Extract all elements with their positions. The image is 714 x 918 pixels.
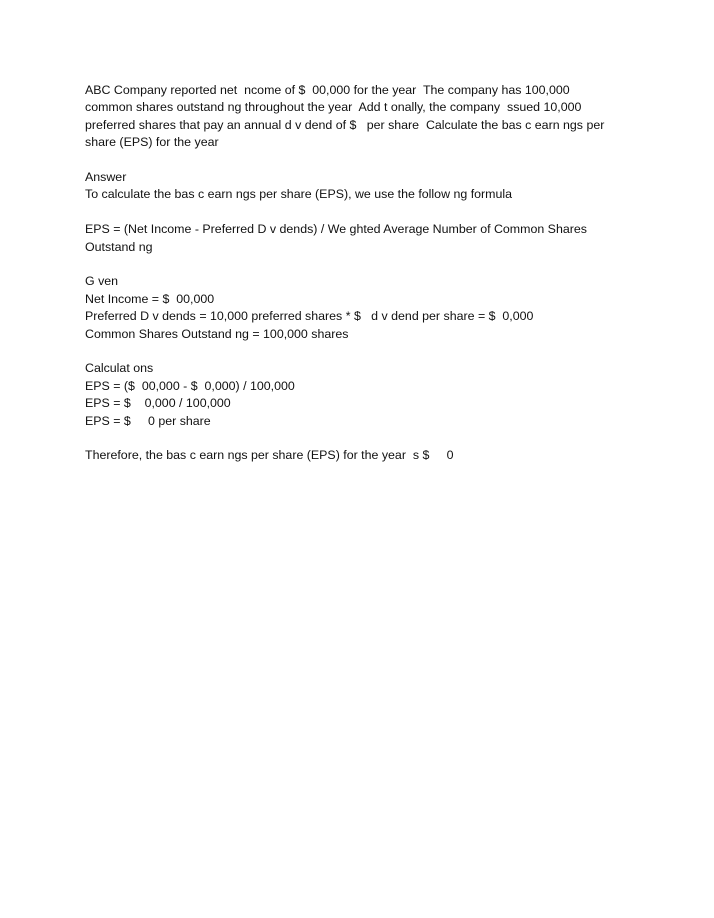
problem-line: ABC Company reported net ncome of $ 00,000 for the year The company has 100,000 <box>85 83 570 97</box>
calculations-heading: Calculat ons <box>85 361 154 376</box>
formula-section <box>85 221 645 256</box>
answer-section <box>85 169 645 204</box>
calculation-line: EPS = ($ 00,000 - $ 0,000) / 100,000 <box>85 378 295 393</box>
answer-heading: Answer <box>85 170 127 185</box>
given-line: Net Income = $ 00,000 <box>85 291 215 306</box>
document-body <box>85 82 645 482</box>
problem-line: preferred shares that pay an annual d v dend of $ per share Calculate the bas c earn ngs per <box>85 117 605 132</box>
given-heading: G ven <box>85 274 119 289</box>
conclusion-section <box>85 447 645 464</box>
given-line: Preferred D v dends = 10,000 preferred shares * $ d v dend per share = $ 0,000 <box>85 309 534 324</box>
problem-line: share (EPS) for the year <box>85 135 219 150</box>
formula-line: Outstand ng <box>85 239 153 254</box>
answer-intro: To calculate the bas c earn ngs per share (EPS), we use the follow ng formula <box>85 187 513 202</box>
calculations-section <box>85 360 645 430</box>
problem-line: common shares outstand ng throughout the year Add t onally, the company ssued 10,000 <box>85 100 582 115</box>
formula-line: EPS = (Net Income - Preferred D v dends) / We ghted Average Number of Common Shares <box>85 222 587 237</box>
conclusion-line: Therefore, the bas c earn ngs per share (EPS) for the year s $ 0 <box>85 448 454 463</box>
given-line: Common Shares Outstand ng = 100,000 shares <box>85 326 349 341</box>
problem-statement <box>85 82 645 152</box>
calculation-line: EPS = $ 0,000 / 100,000 <box>85 396 231 411</box>
calculation-line: EPS = $ 0 per share <box>85 413 211 428</box>
given-section <box>85 273 645 343</box>
